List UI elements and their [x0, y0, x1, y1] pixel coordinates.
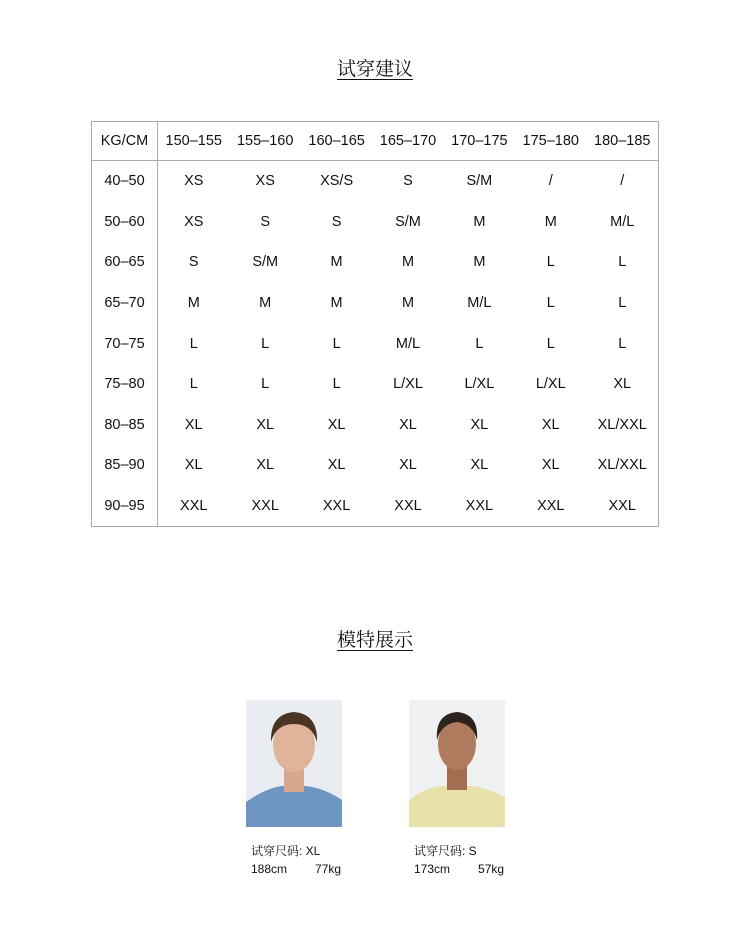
size-cell: XL — [256, 457, 275, 474]
size-cell: L — [546, 335, 555, 352]
size-cell: / — [620, 173, 625, 190]
table-row — [92, 486, 659, 527]
size-cell: S/M — [252, 254, 279, 271]
size-cell: L — [189, 376, 198, 393]
size-cell: L — [618, 254, 627, 271]
size-cell: XXL — [322, 498, 351, 515]
table-row — [92, 202, 659, 243]
size-cell: XXL — [465, 498, 494, 515]
corner-header: KG/CM — [92, 122, 158, 161]
model-weight: 57kg — [478, 862, 505, 876]
row-label: 80–85 — [92, 405, 158, 446]
size-cell: L/XL — [464, 376, 495, 393]
size-cell: XS — [184, 173, 204, 190]
row-label: 60–65 — [92, 242, 158, 283]
table-row — [92, 364, 659, 405]
size-cell: XL — [256, 416, 275, 433]
male-model-caption — [251, 842, 341, 878]
size-cell: XL — [184, 457, 203, 474]
size-cell: S — [260, 213, 271, 230]
column-header: 165–170 — [372, 122, 443, 161]
model-showcase-title — [0, 625, 750, 652]
size-cell: XL — [470, 416, 489, 433]
size-cell: XL — [470, 457, 489, 474]
size-cell: XS — [184, 213, 204, 230]
row-label: 65–70 — [92, 283, 158, 324]
size-cell: M — [401, 254, 415, 271]
size-cell: XXL — [608, 498, 636, 515]
female-model-photo — [409, 700, 505, 827]
size-cell: S/M — [466, 173, 493, 190]
size-cell: L/XL — [393, 376, 423, 393]
row-label: 85–90 — [92, 445, 158, 486]
size-cell: L — [261, 376, 270, 393]
column-header: 175–180 — [515, 122, 586, 161]
table-row — [92, 445, 659, 486]
size-cell: S/M — [395, 213, 421, 230]
model-size: 试穿尺码: XL — [251, 844, 321, 858]
size-chart-table — [91, 121, 659, 527]
size-cell: XS/S — [320, 173, 354, 190]
size-cell: S — [403, 173, 413, 190]
size-cell: L — [332, 376, 341, 393]
size-cell: XL — [613, 376, 632, 393]
table-row — [92, 323, 659, 364]
size-cell: XL — [399, 457, 417, 474]
size-cell: XL — [541, 457, 560, 474]
female-model-caption — [414, 842, 504, 878]
size-cell: XL — [184, 416, 203, 433]
size-cell: XL/XXL — [597, 416, 647, 433]
column-header: 180–185 — [586, 122, 658, 161]
row-label: 40–50 — [92, 161, 158, 202]
row-label: 90–95 — [92, 486, 158, 527]
size-cell: M — [544, 213, 557, 230]
size-cell: L/XL — [535, 376, 566, 393]
row-label: 70–75 — [92, 323, 158, 364]
size-cell: M/L — [467, 295, 492, 312]
size-cell: S — [188, 254, 199, 271]
table-row — [92, 242, 659, 283]
size-cell: XL/XXL — [597, 457, 647, 474]
model-showcase-title-text: 模特展示 — [336, 630, 413, 651]
size-cell: XL — [327, 416, 346, 433]
model-height: 188cm — [251, 862, 288, 876]
table-row — [92, 405, 659, 446]
size-cell: XL — [399, 416, 417, 433]
size-cell: M — [330, 254, 343, 271]
size-cell: S — [331, 213, 342, 230]
size-cell: / — [548, 173, 553, 190]
size-cell: XS — [255, 173, 275, 190]
model-weight: 77kg — [315, 862, 342, 876]
size-cell: L — [475, 335, 484, 352]
column-header: 155–160 — [230, 122, 301, 161]
row-label: 75–80 — [92, 364, 158, 405]
column-header: 170–175 — [444, 122, 515, 161]
model-height: 173cm — [414, 862, 451, 876]
size-cell: L — [546, 295, 555, 312]
model-size: 试穿尺码: S — [414, 844, 477, 858]
size-cell: M — [401, 295, 415, 312]
size-cell: M — [473, 254, 486, 271]
size-cell: XXL — [537, 498, 565, 515]
size-cell: L — [332, 335, 341, 352]
size-cell: L — [261, 335, 270, 352]
table-row — [92, 161, 659, 202]
fit-suggestion-title — [0, 54, 750, 81]
size-cell: XXL — [251, 498, 279, 515]
table-row — [92, 283, 659, 324]
size-cell: L — [546, 254, 555, 271]
size-cell: M — [473, 213, 486, 230]
size-cell: L — [618, 295, 627, 312]
table-header-row — [92, 122, 659, 161]
size-cell: M — [259, 295, 272, 312]
size-cell: XXL — [180, 498, 208, 515]
size-cell: XL — [327, 457, 346, 474]
size-cell: M — [187, 295, 200, 312]
fit-suggestion-title-text: 试穿建议 — [336, 59, 413, 80]
size-cell: M/L — [610, 213, 635, 230]
column-header: 160–165 — [301, 122, 372, 161]
male-model-photo — [246, 700, 342, 827]
size-cell: M — [330, 295, 343, 312]
size-cell: L — [189, 335, 198, 352]
column-header: 150–155 — [158, 122, 230, 161]
size-cell: XL — [541, 416, 560, 433]
row-label: 50–60 — [92, 202, 158, 243]
size-cell: M/L — [395, 335, 421, 352]
size-cell: L — [618, 335, 627, 352]
size-cell: XXL — [394, 498, 422, 515]
